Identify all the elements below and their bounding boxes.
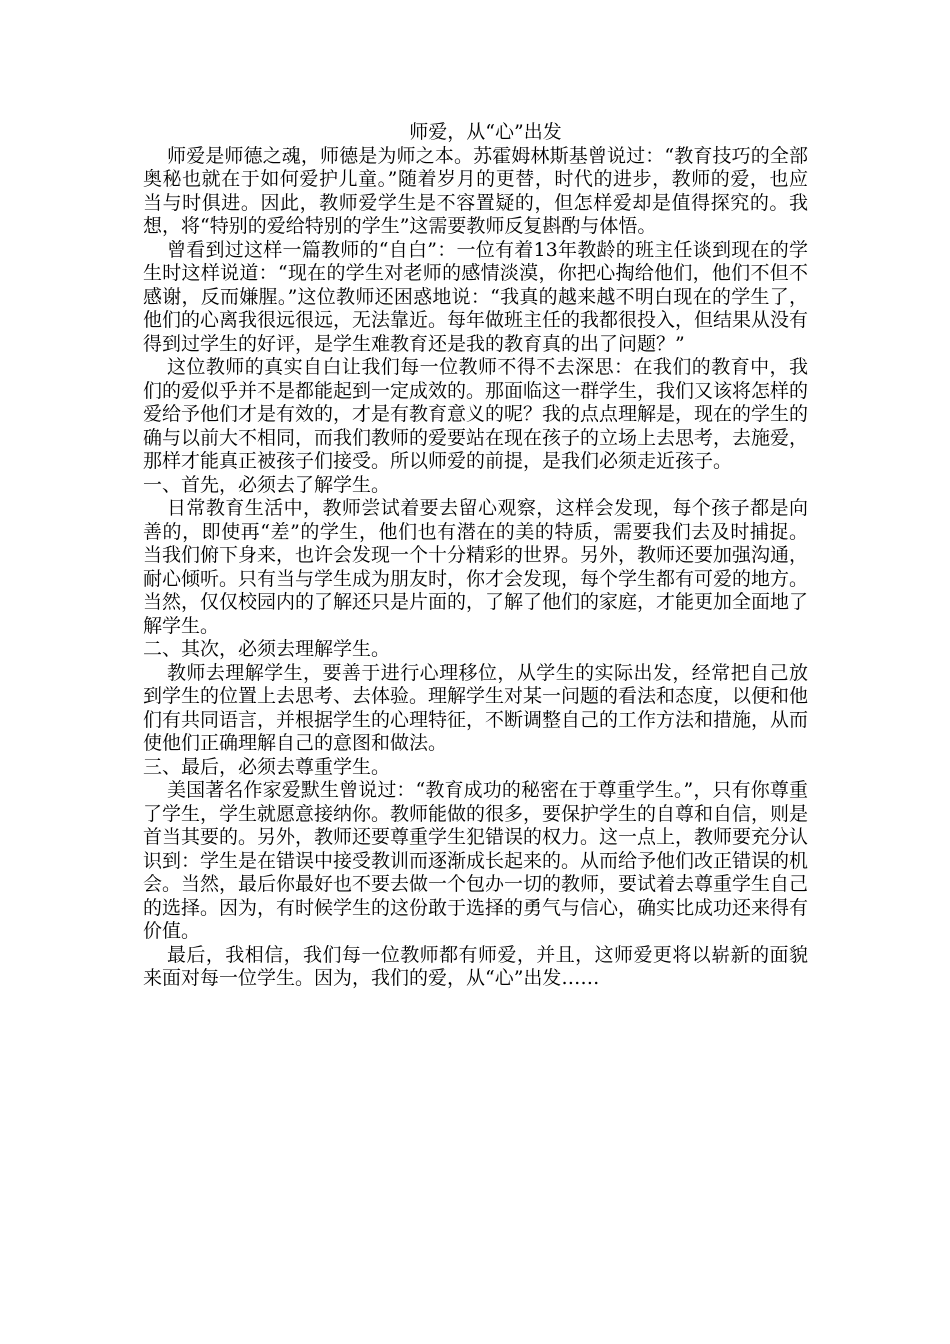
paragraph-respect: 美国著名作家爱默生曾说过：“教育成功的秘密在于尊重学生。”，只有你尊重了学生，学生就愿意接纳你。教师能做的很多，要保护学生的自尊和自信，则是首当其要的。另外，教师还要尊重学生犯错误的权力。这一点上，教师要充分认识到：学生是在错误中接受教训而逐渐成长起来的。从而给予他们改正错误的机会。当然，最后你最好也不要去做一个包办一切的教师，要试着去尊重学生自己的选择。因为，有时候学生的这份敢于选择的勇气与信心，确实比成功还来得有价值。 (143, 779, 809, 942)
section-heading-respect: 三、最后，必须去尊重学生。 (143, 755, 391, 778)
document-body (143, 121, 808, 991)
paragraph-conclusion: 最后，我相信，我们每一位教师都有师爱，并且，这师爱更将以崭新的面貌来面对每一位学生。因为，我们的爱，从“心”出发…… (143, 943, 808, 989)
document-title: 师爱，从“心”出发 (409, 121, 562, 143)
paragraph-intro: 师爱是师德之魂，师德是为师之本。苏霍姆林斯基曾说过：“教育技巧的全部奥秘也就在于如何爱护儿童。”随着岁月的更替，时代的进步，教师的爱，也应当与时俱进。因此，教师爱学生是不容置疑的，但怎样爱却是值得探究的。我想，将“特别的爱给特别的学生”这需要教师反复斟酌与体悟。 (143, 144, 808, 237)
paragraph-empathize: 教师去理解学生，要善于进行心理移位，从学生的实际出发，经常把自己放到学生的位置上去思考、去体验。理解学生对某一问题的看法和态度，以便和他们有共同语言，并根据学生的心理特征，不断调整自己的工作方法和措施，从而使他们正确理解自己的意图和做法。 (143, 661, 809, 754)
paragraph-teacher-confession: 曾看到过这样一篇教师的“自白”：一位有着13年教龄的班主任谈到现在的学生时这样说道：“现在的学生对老师的感情淡漠，你把心掏给他们，他们不但不感谢，反而嫌腥。”这位教师还困惑地说：“我真的越来越不明白现在的学生了，他们的心离我很远很远，无法靠近。每年做班主任的我都很投入，但结果从没有得到过学生的好评，是学生难教育还是我的教育真的出了问题？” (143, 238, 809, 355)
section-heading-understand: 一、首先，必须去了解学生。 (143, 473, 391, 496)
paragraph-reflection: 这位教师的真实自白让我们每一位教师不得不去深思：在我们的教育中，我们的爱似乎并不是都能起到一定成效的。那面临这一群学生，我们又该将怎样的爱给予他们才是有效的，才是有教育意义的呢？我的点点理解是，现在的学生的确与以前大不相同，而我们教师的爱要站在现在孩子的立场上去思考，去施爱，那样才能真正被孩子们接受。所以师爱的前提，是我们必须走近孩子。 (143, 356, 809, 472)
paragraph-understand: 日常教育生活中，教师尝试着要去留心观察，这样会发现，每个孩子都是向善的，即使再“差”的学生，他们也有潜在的美的特质，需要我们去及时捕捉。当我们俯下身来，也许会发现一个十分精彩的世界。另外，教师还要加强沟通，耐心倾听。只有当与学生成为朋友时，你才会发现，每个学生都有可爱的地方。当然，仅仅校园内的了解还只是片面的，了解了他们的家庭，才能更加全面地了解学生。 (143, 497, 809, 637)
section-heading-empathize: 二、其次，必须去理解学生。 (143, 638, 391, 660)
